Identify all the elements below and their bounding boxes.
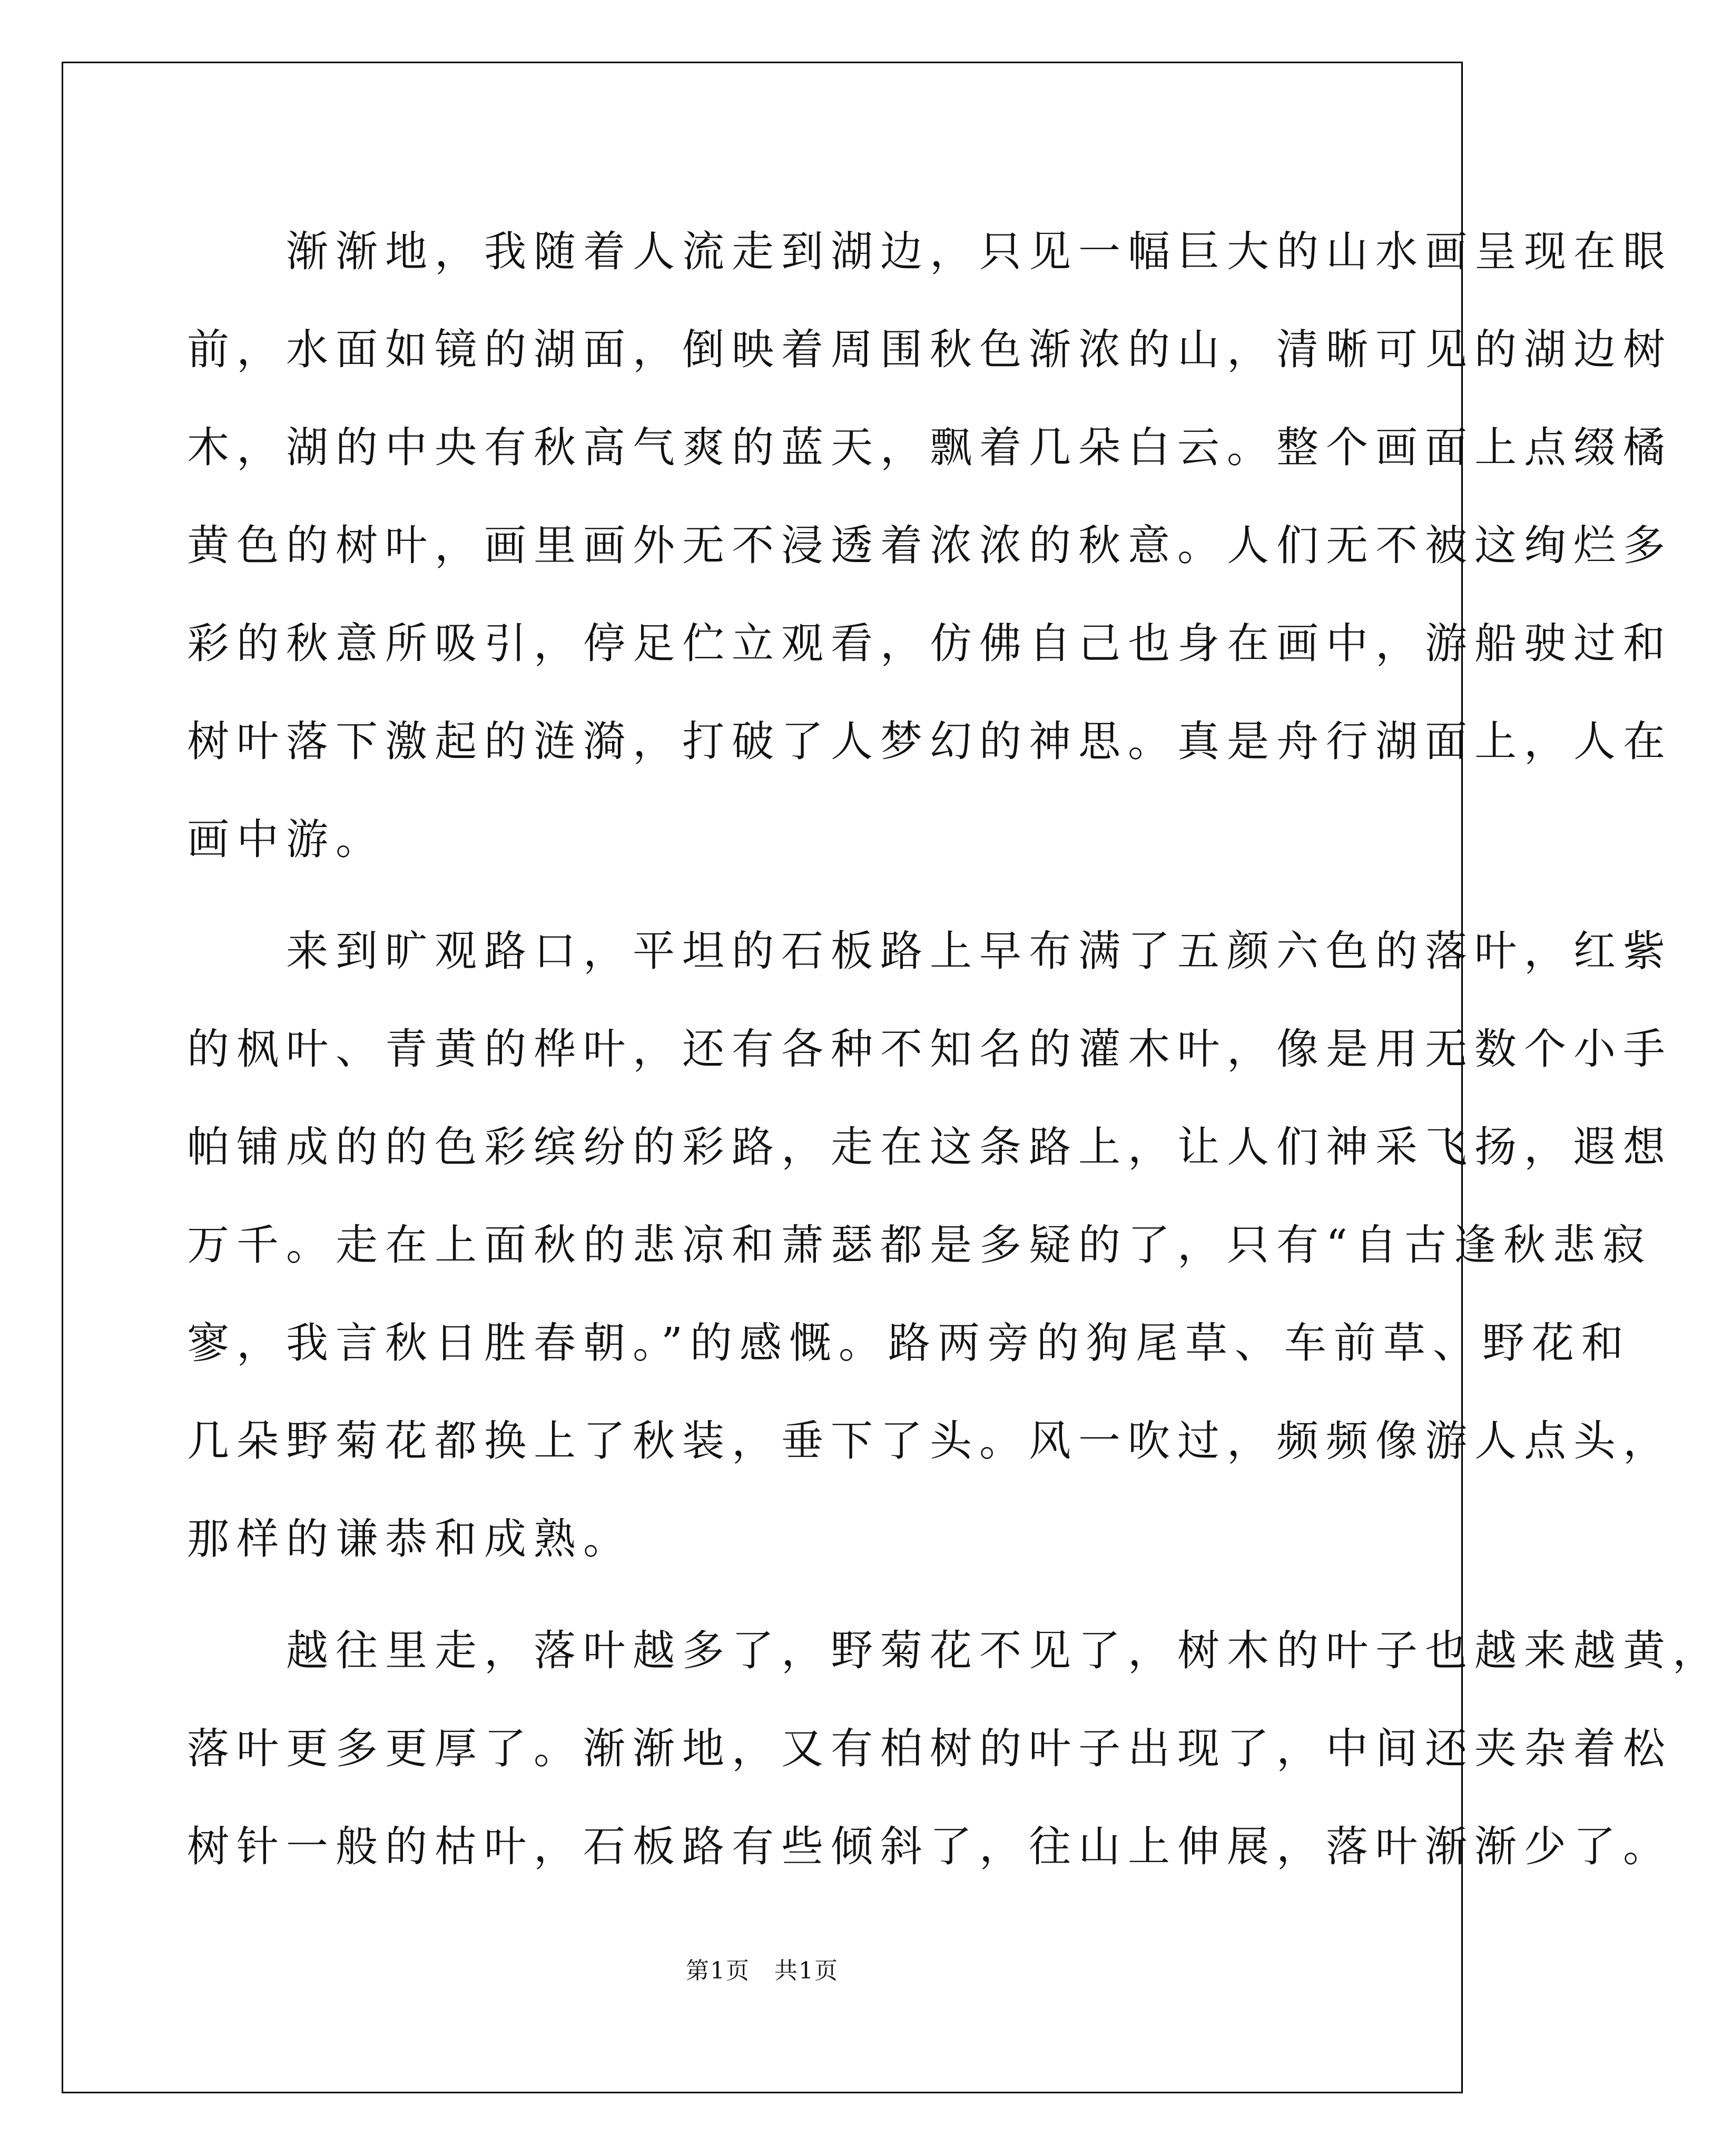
text-line: 帕铺成的的色彩缤纷的彩路，走在这条路上，让人们神采飞扬，遐想: [187, 1123, 1672, 1171]
text-line: 万千。走在上面秋的悲凉和萧瑟都是多疑的了，只有“自古逢秋悲寂: [187, 1220, 1652, 1269]
text-line: 彩的秋意所吸引，停足伫立观看，仿佛自己也身在画中，游船驶过和: [187, 619, 1672, 668]
page-footer: 第1页 共1页: [686, 1957, 839, 1984]
paragraph-gap: [187, 1588, 1346, 1602]
text-line: 画中游。: [187, 815, 385, 864]
text-line: 前，水面如镜的湖面，倒映着周围秋色渐浓的山，清晰可见的湖边树: [187, 325, 1672, 374]
text-line: 那样的谦恭和成熟。: [187, 1514, 633, 1563]
paragraph-3: [187, 1602, 1722, 1896]
text-line: 来到旷观路口，平坦的石板路上早布满了五颜六色的落叶，红紫: [187, 927, 1672, 976]
text-line: 树叶落下激起的涟漪，打破了人梦幻的神思。真是舟行湖面上，人在: [187, 717, 1672, 766]
document-body: [187, 203, 1722, 1896]
text-line: 渐渐地，我随着人流走到湖边，只见一幅巨大的山水画呈现在眼: [187, 227, 1672, 276]
text-line: 木，湖的中央有秋高气爽的蓝天，飘着几朵白云。整个画面上点缀橘: [187, 423, 1672, 472]
paragraph-gap: [187, 889, 1346, 902]
paragraph-1: [187, 203, 1672, 889]
text-line: 树针一般的枯叶，石板路有些倾斜了，往山上伸展，落叶渐渐少了。: [187, 1822, 1672, 1871]
text-line: 的枫叶、青黄的桦叶，还有各种不知名的灌木叶，像是用无数个小手: [187, 1025, 1672, 1074]
text-line: 落叶更多更厚了。渐渐地，又有柏树的叶子出现了，中间还夹杂着松: [187, 1724, 1672, 1773]
text-line: 越往里走，落叶越多了，野菊花不见了，树木的叶子也越来越黄，: [187, 1626, 1722, 1675]
text-line: 寥，我言秋日胜春朝。”的感慨。路两旁的狗尾草、车前草、野花和: [187, 1318, 1631, 1367]
text-line: 几朵野菊花都换上了秋装，垂下了头。风一吹过，频频像游人点头，: [187, 1416, 1672, 1465]
text-line: 黄色的树叶，画里画外无不浸透着浓浓的秋意。人们无不被这绚烂多: [187, 521, 1672, 570]
paragraph-2: [187, 902, 1672, 1588]
